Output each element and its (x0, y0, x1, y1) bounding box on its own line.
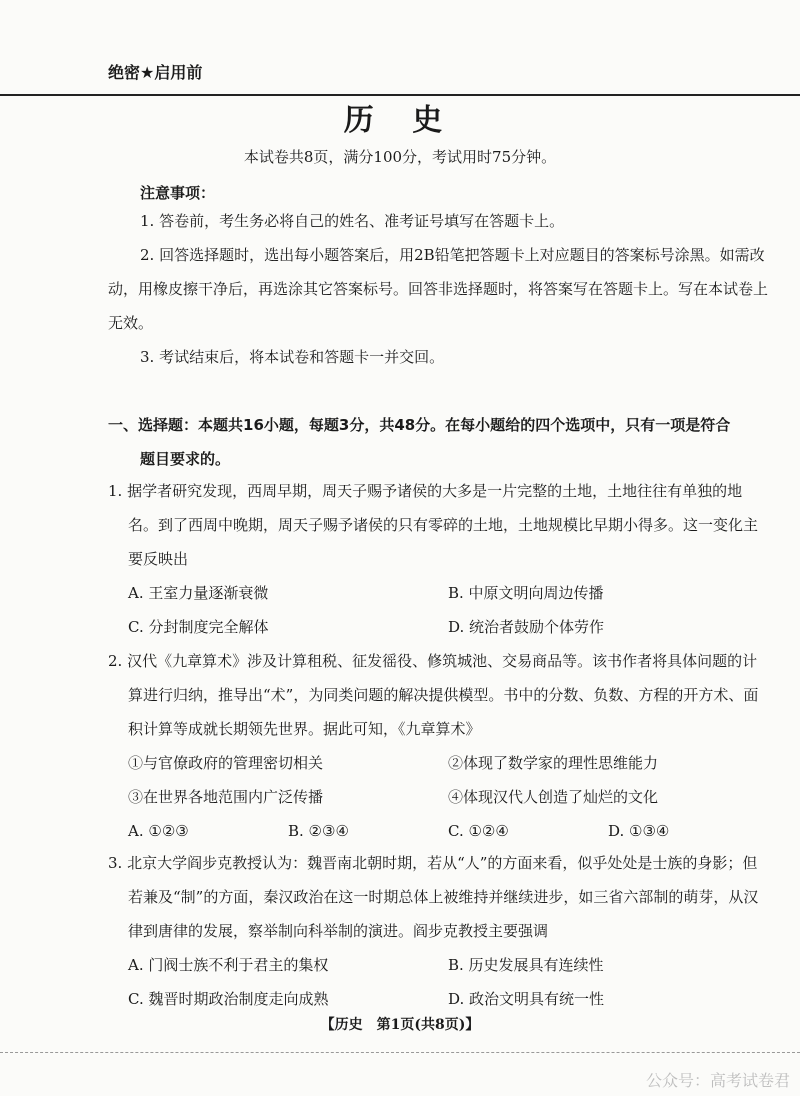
exam-title: 历 史 (343, 103, 457, 138)
option-d: D. 统治者鼓励个体劳作 (448, 618, 605, 636)
option-a: A. ①②③ (128, 822, 189, 840)
section-heading (108, 408, 768, 476)
option-grid (108, 576, 768, 644)
exam-subtitle: 本试卷共8页，满分100分，考试用时75分钟。 (243, 148, 557, 166)
notice-item: 1. 答卷前，考生务必将自己的姓名、准考证号填写在答题卡上。 (140, 212, 565, 230)
confidential-label: 绝密★启用前 (108, 63, 203, 82)
statement-2: ②体现了数学家的理性思维能力 (448, 754, 659, 772)
option-b: B. ②③④ (288, 822, 349, 840)
page-footer: 【历史 第1页(共8页)】 (320, 1017, 480, 1033)
option-c: C. ①②④ (448, 822, 509, 840)
question-3 (108, 846, 768, 1016)
question-stem: 2. 汉代《九章算术》涉及计算租税、征发徭役、修筑城池、交易商品等。该书作者将具体问题的计算进行归纳，推导出“术”，为同类问题的解决提供模型。书中的分数、负数、方程的开方术、面积计算等成就长期领先世界。据此可知，《九章算术》 (108, 652, 759, 738)
option-c: C. 魏晋时期政治制度走向成熟 (128, 990, 329, 1008)
option-a: A. 门阀士族不利于君主的集权 (128, 956, 329, 974)
question-2 (108, 644, 768, 848)
watermark-text: 公众号：高考试卷君 (645, 1071, 790, 1090)
option-b: B. 历史发展具有连续性 (448, 956, 604, 974)
notice-list (108, 204, 768, 374)
notice-title: 注意事项： (140, 184, 216, 202)
statement-3: ③在世界各地范围内广泛传播 (128, 788, 324, 806)
statement-grid (108, 746, 768, 814)
option-b: B. 中原文明向周边传播 (448, 584, 604, 602)
question-stem: 3. 北京大学阎步克教授认为：魏晋南北朝时期，若从“人”的方面来看，似乎处处是士族的身影；但若兼及“制”的方面，秦汉政治在这一时期总体上被维持并继续进步，如三省六部制的萌芽，从汉律到唐律的发展，察举制向科举制的演进。阎步克教授主要强调 (108, 854, 759, 940)
option-d: D. ①③④ (608, 822, 670, 840)
question-stem: 1. 据学者研究发现，西周早期，周天子赐予诸侯的大多是一片完整的土地，土地往往有单独的地名。到了西周中晚期，周天子赐予诸侯的只有零碎的土地，土地规模比早期小得多。这一变化主要反映出 (108, 482, 759, 568)
option-c: C. 分封制度完全解体 (128, 618, 269, 636)
section-heading-line2: 题目要求的。 (140, 450, 231, 468)
option-grid (108, 814, 768, 848)
notice-item: 2. 回答选择题时，选出每小题答案后，用2B铅笔把答题卡上对应题目的答案标号涂黑。如需改动，用橡皮擦干净后，再选涂其它答案标号。回答非选择题时，将答案写在答题卡上。写在本试卷上无效。 (108, 246, 769, 332)
question-1 (108, 474, 768, 644)
section-heading-line1: 一、选择题：本题共16小题，每题3分，共48分。在每小题给的四个选项中，只有一项是符合 (108, 416, 731, 434)
option-grid (108, 948, 768, 1016)
option-d: D. 政治文明具有统一性 (448, 990, 605, 1008)
cut-line (0, 1052, 800, 1053)
notice-item: 3. 考试结束后，将本试卷和答题卡一并交回。 (140, 348, 445, 366)
statement-4: ④体现汉代人创造了灿烂的文化 (448, 788, 659, 806)
statement-1: ①与官僚政府的管理密切相关 (128, 754, 324, 772)
option-a: A. 王室力量逐渐衰微 (128, 584, 269, 602)
